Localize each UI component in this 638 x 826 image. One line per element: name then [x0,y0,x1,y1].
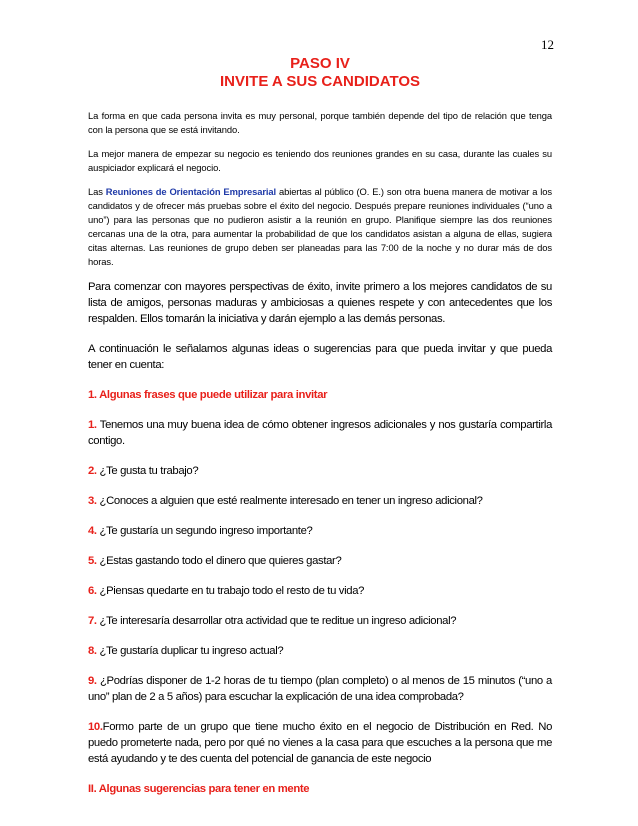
list-item-text: Tenemos una muy buena idea de cómo obtener ingresos adicionales y nos gustaría compartirla contigo. [88,419,552,447]
body-paragraph-4: Para comenzar con mayores perspectivas de éxito, invite primero a los mejores candidatos de su lista de amigos, personas maduras y ambiciosas a quienes respete y con antecedentes que los respalden. Ellos tomarán la iniciativa y darán ejemplo a las demás personas. [88,281,552,325]
list-item [88,643,552,659]
list-item-text: Formo parte de un grupo que tiene mucho éxito en el negocio de Distribución en Red. No puedo prometerte nada, pero por qué no vienes a la casa para que escuches a la persona que me está ayudando y te des cuenta del potencial de ganancia de este negocio [88,721,552,765]
list-item-number: 2. [88,465,97,477]
list-item-text: ¿Te gustaría un segundo ingreso importante? [96,525,313,537]
body-paragraph-5: A continuación le señalamos algunas ideas o sugerencias para que pueda invitar y que pueda tener en cuenta: [88,343,552,371]
list-item [88,719,552,767]
list-item-number: 7. [88,615,97,627]
list-item-number: 6. [88,585,97,597]
intro-p3-post: abiertas al público (O. E.) son otra buena manera de motivar a los candidatos y de ofrecer más pruebas sobre el éxito del negocio. Después prepare reuniones individuales (“uno a uno”) para las personas que no pudieron asistir a la reunión en grupo. Planifique siempre las dos reuniones cercanas una de la otra, para aumentar la probabilidad de que los candidatos asistan a alguna de ellas, sugiera citas alternas. Las reuniones de grupo deben ser planeadas para las 7:00 de la noche y no durar más de dos horas. [88,186,552,267]
step-subtitle: INVITE A SUS CANDIDATOS [219,73,421,90]
list-item-number: 1. [88,419,97,431]
list-item-number: 3. [88,495,97,507]
list-item-text: ¿Estas gastando todo el dinero que quieres gastar? [96,555,342,567]
list-item-text: ¿Te gusta tu trabajo? [96,465,199,477]
intro-paragraph-3 [88,185,552,269]
list-item-number: 4. [88,525,97,537]
list-item [88,523,552,539]
list-item-number: 8. [88,645,97,657]
section-heading-1: 1. Algunas frases que puede utilizar para invitar [88,389,328,401]
page-header [88,55,552,91]
orientation-meetings-highlight: Reuniones de Orientación Empresarial [105,186,277,197]
list-item-number: 5. [88,555,97,567]
page-number: 12 [541,37,554,52]
intro-paragraph-2: La mejor manera de empezar su negocio es teniendo dos reuniones grandes en su casa, durante las cuales su auspiciador explicará el negocio. [88,148,552,173]
list-item [88,673,552,705]
list-item-text: ¿Podrías disponer de 1-2 horas de tu tiempo (plan completo) o al menos de 15 minutos (“uno a uno” plan de 2 a 5 años) para escuchar la explicación de una idea comprobada? [88,675,552,703]
list-item [88,463,552,479]
list-item [88,493,552,509]
list-item-text: ¿Piensas quedarte en tu trabajo todo el resto de tu vida? [96,585,365,597]
list-item [88,417,552,449]
section-heading-2: II. Algunas sugerencias para tener en mente [88,783,310,795]
list-item [88,613,552,629]
list-item-text: ¿Te interesaría desarrollar otra actividad que te reditue un ingreso adicional? [96,615,457,627]
list-item-number: 10. [88,721,103,733]
step-title: PASO IV [290,55,350,72]
list-item-number: 9. [88,675,97,687]
list-item-text: ¿Conoces a alguien que esté realmente interesado en tener un ingreso adicional? [96,495,483,507]
intro-p3-pre: Las [88,186,106,197]
list-item-text: ¿Te gustaría duplicar tu ingreso actual? [96,645,284,657]
intro-paragraph-1: La forma en que cada persona invita es muy personal, porque también depende del tipo de relación que tenga con la persona que se está invitando. [88,110,552,135]
list-item [88,583,552,599]
list-item [88,553,552,569]
document-body [88,109,552,797]
